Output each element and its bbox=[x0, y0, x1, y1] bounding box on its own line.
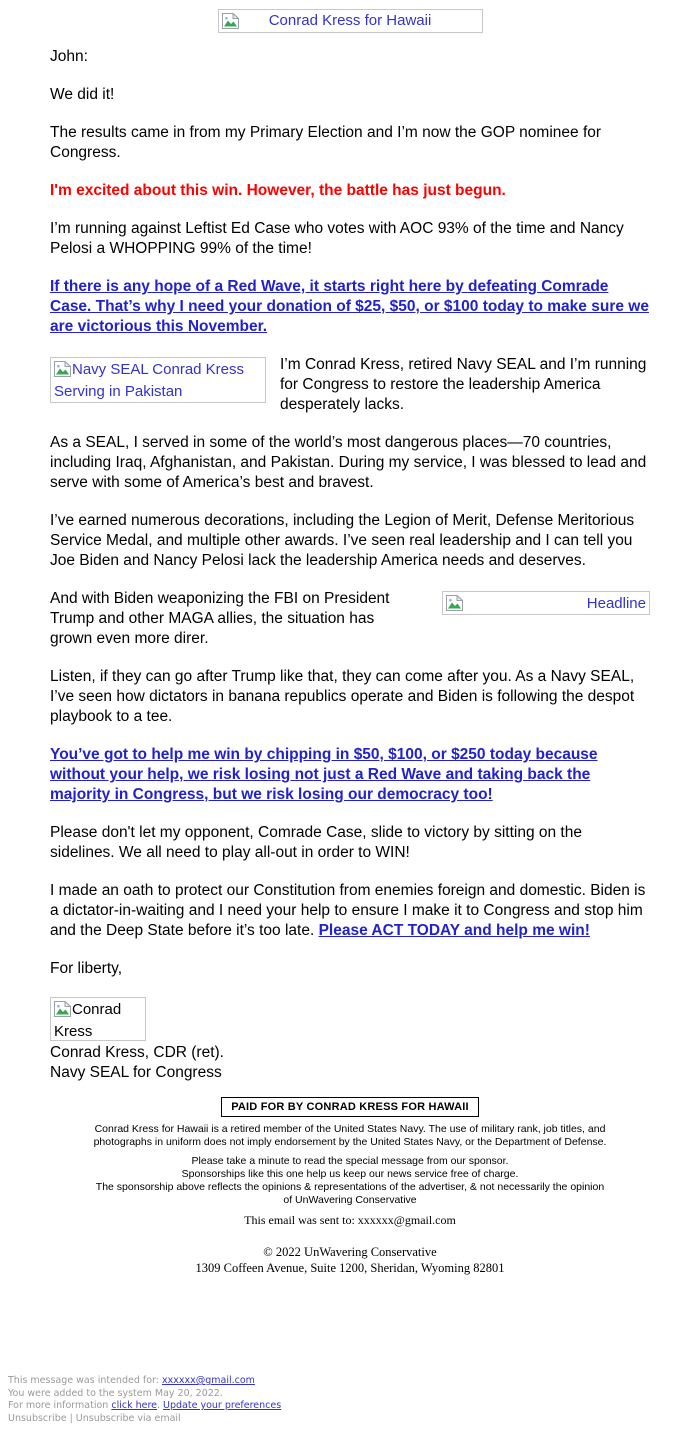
headline-image-alt-text: Headline bbox=[586, 595, 646, 612]
signature-block bbox=[50, 1043, 650, 1083]
paragraph-oath-text: I made an oath to protect our Constitution from enemies foreign and domestic. Biden is a dictator-in-waiting and I need your help to ensure I make it to Congress and stop him and the Deep State before it’s too late. bbox=[50, 882, 646, 939]
sponsor-disclaimer bbox=[20, 1155, 680, 1207]
broken-image-icon bbox=[222, 13, 239, 29]
footer-added-date: You were added to the system May 20, 2022. bbox=[8, 1387, 223, 1399]
paragraph-for-liberty: For liberty, bbox=[50, 960, 123, 977]
navy-seal-photo[interactable] bbox=[50, 357, 266, 403]
paragraph-sidelines: Please don't let my opponent, Comrade Case, slide to victory by sitting on the sidelines. We all need to play all-out in order to WIN! bbox=[50, 824, 582, 861]
paragraph-listen: Listen, if they can go after Trump like that, they can come after you. As a Navy SEAL, I’ve seen how dictators in banana republics operate and Biden is following the despot playbook to a tee. bbox=[50, 668, 635, 725]
donation-link-chip-in[interactable] bbox=[50, 745, 650, 805]
company-address: 1309 Coffeen Avenue, Suite 1200, Sheridan, Wyoming 82801 bbox=[195, 1261, 505, 1275]
navy-seal-photo-alt-text: Navy SEAL Conrad Kress Serving in Pakistan bbox=[54, 361, 245, 400]
paragraph-intro: I’m Conrad Kress, retired Navy SEAL and I’m running for Congress to restore the leadership America desperately lacks. bbox=[280, 356, 647, 413]
donation-link-red-wave[interactable] bbox=[50, 277, 650, 337]
signature-image[interactable] bbox=[50, 997, 146, 1041]
disclaimer-section bbox=[20, 1097, 680, 1228]
paragraph-as-a-seal: As a SEAL, I served in some of the world’s most dangerous places—70 countries, including Iraq, Afghanistan, and Pakistan. During my service, I was blessed to lead and serve with some of America’s best and bravest. bbox=[50, 434, 647, 491]
paid-for-by-badge: PAID FOR BY CONRAD KRESS FOR HAWAII bbox=[221, 1097, 479, 1117]
copyright-section bbox=[20, 1244, 680, 1276]
sponsor-line-3: The sponsorship above reflects the opinions & representations of the advertiser, & not necessarily the opinion bbox=[95, 1181, 605, 1193]
sponsor-line-4: of UnWavering Conservative bbox=[283, 1194, 417, 1206]
update-preferences-link[interactable]: Update your preferences bbox=[163, 1400, 282, 1411]
salutation: John: bbox=[50, 48, 88, 65]
list-footer bbox=[8, 1375, 281, 1425]
paragraph-we-did-it: We did it! bbox=[50, 86, 115, 103]
footer-intended-prefix: This message was intended for: bbox=[8, 1375, 162, 1386]
broken-image-icon bbox=[54, 361, 71, 377]
footer-separator: . bbox=[157, 1400, 164, 1411]
navy-disclaimer-line-1: Conrad Kress for Hawaii is a retired member of the United States Navy. The use of military rank, job titles, and bbox=[94, 1123, 606, 1135]
donation-link-chip-in-anchor[interactable]: You’ve got to help me win by chipping in $50, $100, or $250 today because without your help, we risk losing not just a Red Wave and taking back the majority in Congress, but we risk losing our democracy too! bbox=[50, 746, 598, 803]
header-banner-alt-text: Conrad Kress for Hawaii bbox=[268, 12, 432, 29]
navy-disclaimer-line-2: photographs in uniform does not imply endorsement by the United States Navy, or the Department of Defense. bbox=[93, 1136, 607, 1148]
broken-image-icon bbox=[54, 1001, 71, 1017]
headline-image[interactable] bbox=[442, 591, 650, 615]
paid-for-by-wrap bbox=[20, 1097, 680, 1123]
sponsor-line-1: Please take a minute to read the special message from our sponsor. bbox=[191, 1155, 509, 1167]
paragraph-fbi: And with Biden weaponizing the FBI on President Trump and other MAGA allies, the situation has grown even more direr. bbox=[50, 590, 390, 647]
donation-link-red-wave-anchor[interactable]: If there is any hope of a Red Wave, it starts right here by defeating Comrade Case. That’s why I need your donation of $25, $50, or $100 today to make sure we are victorious this November. bbox=[50, 278, 649, 335]
signature-image-alt-text: Conrad Kress bbox=[54, 1001, 122, 1040]
email-header bbox=[0, 0, 700, 33]
signature-title: Navy SEAL for Congress bbox=[50, 1064, 222, 1081]
intro-row bbox=[50, 355, 650, 415]
act-today-link[interactable]: Please ACT TODAY and help me win! bbox=[318, 922, 590, 939]
footer-unsubscribe[interactable]: Unsubscribe | Unsubscribe via email bbox=[8, 1412, 181, 1424]
footer-intended-for bbox=[8, 1375, 281, 1388]
footer-more-info-prefix: For more information bbox=[8, 1400, 112, 1411]
paragraph-decorations: I’ve earned numerous decorations, including the Legion of Merit, Defense Meritorious Service Medal, and multiple other awards. I’ve seen real leadership and I can tell you Joe Biden and Nancy Pelosi lack the leadership America needs and deserves. bbox=[50, 512, 635, 569]
copyright-line: © 2022 UnWavering Conservative bbox=[263, 1245, 437, 1259]
click-here-link[interactable]: click here bbox=[111, 1400, 157, 1411]
broken-image-icon bbox=[446, 595, 463, 611]
footer-email-link[interactable]: xxxxxx@gmail.com bbox=[162, 1375, 255, 1386]
signature-name: Conrad Kress, CDR (ret). bbox=[50, 1044, 224, 1061]
fbi-row bbox=[50, 589, 650, 649]
paragraph-oath bbox=[50, 881, 650, 941]
footer-more-info bbox=[8, 1400, 281, 1413]
email-body bbox=[50, 33, 650, 1083]
navy-disclaimer bbox=[20, 1123, 680, 1149]
paragraph-excited-highlight: I'm excited about this win. However, the battle has just begun. bbox=[50, 182, 506, 199]
paragraph-running-against: I’m running against Leftist Ed Case who votes with AOC 93% of the time and Nancy Pelosi a WHOPPING 99% of the time! bbox=[50, 220, 624, 257]
email-sent-to: This email was sent to: xxxxxx@gmail.com bbox=[244, 1213, 456, 1227]
sponsor-line-2: Sponsorships like this one help us keep our news service free of charge. bbox=[181, 1168, 519, 1180]
header-banner-image[interactable] bbox=[218, 9, 483, 33]
paragraph-results: The results came in from my Primary Election and I’m now the GOP nominee for Congress. bbox=[50, 124, 602, 161]
